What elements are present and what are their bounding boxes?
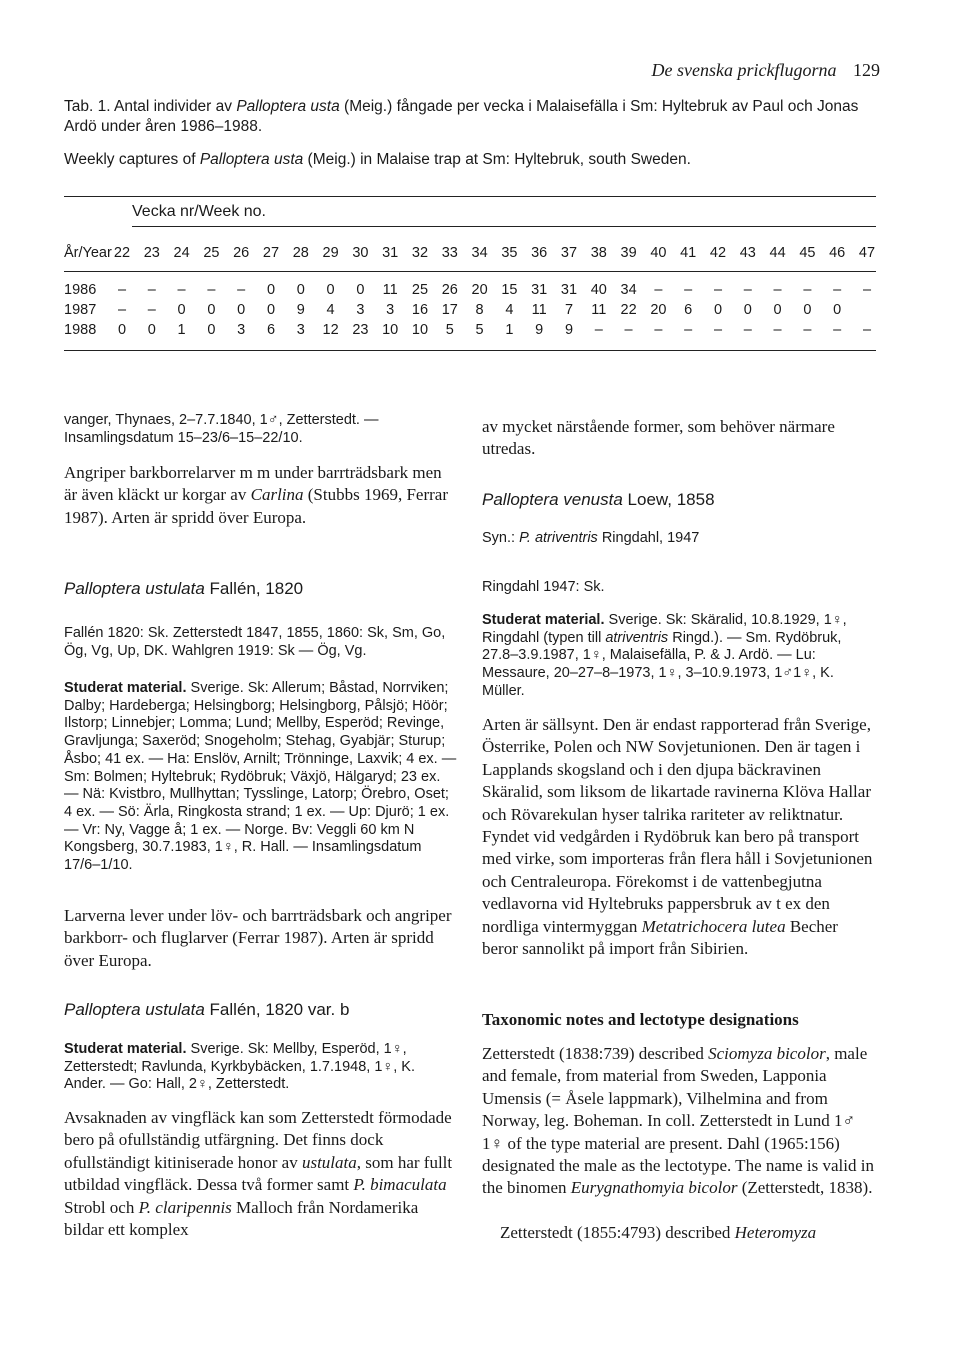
table-caption-swedish: Tab. 1. Antal individer av Palloptera usta (Meig.) fångade per vecka i Malaisefälla i Sm: Hyltebruk av Paul och Jonas Ardö under åren 1986–1988. bbox=[64, 98, 859, 135]
count-cell: 3 bbox=[356, 302, 365, 318]
table-year-label: År/Year bbox=[64, 245, 112, 261]
week-header-cell: 41 bbox=[680, 245, 697, 261]
count-cell: 1 bbox=[505, 322, 514, 338]
wing-spot-paragraph: Avsaknaden av vingfläck kan som Zetterstedt förmodade bero på ofullständig utfärgning. Det finns dock ofullständigt kitiniserade honor av ustulata, som har fullt utbildad vingfläck. Dessa två former samt P. bimaculata Strobl och P. claripennis Malloch från Nordamerika bildar ett komplex bbox=[64, 1108, 453, 1240]
week-header-cell: 42 bbox=[709, 245, 727, 261]
week-header-cell: 38 bbox=[590, 245, 607, 261]
section-heading-taxonomic-notes: Taxonomic notes and lectotype designations bbox=[482, 1010, 799, 1029]
count-cell: 26 bbox=[441, 282, 458, 298]
week-header-cell: 24 bbox=[173, 245, 190, 261]
count-cell: 0 bbox=[147, 322, 156, 338]
count-cell: 5 bbox=[475, 322, 484, 338]
week-header-cell: 34 bbox=[471, 245, 488, 261]
count-cell: 11 bbox=[591, 302, 607, 318]
count-cell: – bbox=[237, 282, 246, 298]
synonym-line: Syn.: P. atriventris Ringdahl, 1947 bbox=[482, 530, 700, 546]
count-cell: 0 bbox=[237, 302, 246, 318]
running-header bbox=[652, 60, 880, 81]
count-cell: 3 bbox=[237, 322, 246, 338]
count-cell: – bbox=[147, 302, 156, 318]
heteromyza-paragraph: Zetterstedt (1855:4793) described Heteromyza bbox=[500, 1223, 817, 1242]
count-cell: 16 bbox=[411, 302, 429, 318]
week-header-cell: 33 bbox=[441, 245, 458, 261]
count-cell: – bbox=[594, 322, 603, 338]
count-cell: 9 bbox=[296, 302, 305, 318]
week-header-cell: 29 bbox=[322, 245, 339, 261]
count-cell: 22 bbox=[620, 302, 637, 318]
count-cell: – bbox=[743, 282, 752, 298]
table-week-label: Vecka nr/Week no. bbox=[132, 203, 266, 220]
count-cell: – bbox=[684, 282, 693, 298]
week-header-cell: 40 bbox=[650, 245, 667, 261]
week-header-cell: 45 bbox=[799, 245, 816, 261]
week-header-cell: 36 bbox=[531, 245, 548, 261]
count-cell: 0 bbox=[296, 282, 305, 298]
count-cell: – bbox=[624, 322, 633, 338]
table-header-rule bbox=[64, 271, 876, 272]
count-cell: 31 bbox=[560, 282, 578, 298]
count-cell: 0 bbox=[743, 302, 752, 318]
table-bottom-rule bbox=[64, 350, 876, 351]
count-cell: – bbox=[117, 302, 127, 318]
count-cell: 11 bbox=[382, 282, 398, 298]
count-cell: 6 bbox=[684, 302, 693, 318]
count-cell: 25 bbox=[411, 282, 429, 298]
count-cell: – bbox=[177, 282, 186, 298]
week-header-cell: 39 bbox=[620, 245, 637, 261]
count-cell: 0 bbox=[326, 282, 335, 298]
journal-title: De svenska prickflugorna bbox=[651, 60, 837, 80]
week-header-cell: 22 bbox=[113, 245, 131, 261]
count-cell: 3 bbox=[296, 322, 305, 338]
count-cell: 34 bbox=[620, 282, 637, 298]
count-cell: – bbox=[654, 282, 663, 298]
count-cell: 8 bbox=[475, 302, 484, 318]
table-top-rule bbox=[64, 196, 876, 197]
count-cell: 20 bbox=[650, 302, 667, 318]
count-cell: 0 bbox=[773, 302, 782, 318]
left-column bbox=[64, 412, 457, 1322]
count-cell: – bbox=[713, 322, 723, 338]
count-cell: – bbox=[833, 322, 842, 338]
count-cell: – bbox=[207, 282, 216, 298]
count-cell: 0 bbox=[713, 302, 723, 318]
count-cell: 23 bbox=[352, 322, 369, 338]
count-cell: – bbox=[117, 282, 127, 298]
year-cell: 1986 bbox=[64, 282, 97, 298]
count-cell: – bbox=[803, 322, 812, 338]
distribution-paragraph: Arten är sällsynt. Den är endast rapporterad från Sverige, Österrike, Polen och NW Sovjetunionen. Den är tagen i Lapplands skogsland och i den djupa bäckravinen Skäralid, som liksom de likartade ravinerna Klöva Hallar och Rövarekulan hyser talrika rariteter av reliktnatur. Fyndet vid vedgården i Rydöbruk kan bero på transport med virke, som importeras från flera håll i Sovjetunionen och Centraleuropa. Förekomst i de vattenbegjutna vedlavorna vid Hyltebruks pappersbruk av t ex den nordliga vintermyggan Metatrichocera lutea Becher beror sannolikt på import från Sibirien. bbox=[482, 715, 873, 959]
species-heading-ustulata-var-b: Palloptera ustulata Fallén, 1820 var. b bbox=[64, 1000, 350, 1019]
week-header-cell: 28 bbox=[292, 245, 309, 261]
count-cell: – bbox=[803, 282, 812, 298]
count-cell: 0 bbox=[266, 282, 276, 298]
biology-paragraph: Larverna lever under löv- och barrträdsbark och angriper barkborr- och fluglarver (Ferrar 1987). Arten är spridd över Europa. bbox=[64, 906, 452, 970]
species-heading-ustulata: Palloptera ustulata Fallén, 1820 bbox=[64, 579, 304, 598]
collection-dates-paragraph: vanger, Thynaes, 2–7.7.1840, 1♂, Zetterstedt. — Insamlingsdatum 15–23/6–15–22/10. bbox=[64, 412, 379, 446]
week-header-cell: 47 bbox=[858, 245, 876, 261]
bicolor-paragraph: Zetterstedt (1838:739) described Sciomyza bicolor, male and female, from material from Sweden, Lapponia Umensis (= Åsele lappmark), Vilhelmina and from Norway, leg. Boheman. In coll. Zetterstedt in Lund 1♂ 1♀ of the type material are present. Dahl (1965:156) designated the male as the lectotype. The name is valid in the binomen Eurygnathomyia bicolor (Zetterstedt, 1838). bbox=[482, 1044, 874, 1198]
count-cell: – bbox=[773, 322, 782, 338]
count-cell: 0 bbox=[117, 322, 127, 338]
week-header-cell: 43 bbox=[739, 245, 756, 261]
week-header-cell: 30 bbox=[352, 245, 369, 261]
count-cell: 7 bbox=[564, 302, 574, 318]
count-cell: – bbox=[147, 282, 156, 298]
count-cell: 40 bbox=[590, 282, 607, 298]
count-cell: 0 bbox=[207, 322, 216, 338]
count-cell: 0 bbox=[356, 282, 365, 298]
count-cell: 31 bbox=[531, 282, 548, 298]
count-cell: 20 bbox=[471, 282, 488, 298]
count-cell: 4 bbox=[326, 302, 335, 318]
week-header-cell: 26 bbox=[233, 245, 250, 261]
count-cell: – bbox=[654, 322, 663, 338]
count-cell: 0 bbox=[177, 302, 186, 318]
count-cell: 15 bbox=[501, 282, 518, 298]
week-header-cell: 31 bbox=[382, 245, 399, 261]
count-cell: 4 bbox=[505, 302, 514, 318]
week-header-cell: 25 bbox=[203, 245, 220, 261]
count-cell: – bbox=[862, 282, 872, 298]
count-cell: – bbox=[862, 322, 872, 338]
count-cell: 17 bbox=[441, 302, 458, 318]
year-cell: 1988 bbox=[64, 322, 97, 338]
count-cell: 0 bbox=[803, 302, 812, 318]
continuation-paragraph: av mycket närstående former, som behöver närmare utredas. bbox=[482, 417, 835, 459]
count-cell: – bbox=[713, 282, 723, 298]
right-column bbox=[482, 412, 876, 1322]
count-cell: 11 bbox=[531, 302, 547, 318]
count-cell: 12 bbox=[322, 322, 339, 338]
species-heading-venusta: Palloptera venusta Loew, 1858 bbox=[482, 490, 715, 509]
week-header-cell: 32 bbox=[411, 245, 429, 261]
table-caption-english: Weekly captures of Palloptera usta (Meig.) in Malaise trap at Sm: Hyltebruk, south Sweden. bbox=[64, 151, 691, 168]
week-header-cell: 23 bbox=[143, 245, 160, 261]
week-header-cell: 27 bbox=[262, 245, 280, 261]
count-cell: 1 bbox=[177, 322, 186, 338]
count-cell: – bbox=[833, 282, 842, 298]
count-cell: 9 bbox=[535, 322, 544, 338]
count-cell: 10 bbox=[411, 322, 429, 338]
week-header-cell: 35 bbox=[501, 245, 518, 261]
count-cell: – bbox=[773, 282, 782, 298]
count-cell: 3 bbox=[386, 302, 395, 318]
material-paragraph-var-b: Studerat material. Sverige. Sk: Mellby, Esperöd, 1♀, Zetterstedt; Ravlunda, Kyrkbybäcken, 1.7.1948, 1♀, K. Ander. — Go: Hall, 2♀, Zetterstedt. bbox=[64, 1041, 416, 1093]
week-header-cell: 46 bbox=[829, 245, 846, 261]
week-header-cell: 44 bbox=[769, 245, 786, 261]
ecology-paragraph: Angriper barkborrelarver m m under barrträdsbark men är även kläckt ur korgar av Carlina (Stubbs 1969, Ferrar 1987). Arten är spridd över Europa. bbox=[64, 463, 448, 527]
count-cell: – bbox=[684, 322, 693, 338]
page-number: 129 bbox=[853, 60, 880, 80]
count-cell: 6 bbox=[266, 322, 276, 338]
count-cell: 5 bbox=[445, 322, 454, 338]
count-cell: – bbox=[743, 322, 752, 338]
material-paragraph-venusta: Studerat material. Sverige. Sk: Skäralid, 10.8.1929, 1♀, Ringdahl (typen till atriventris Ringd.). — Sm. Rydöbruk, 27.8–3.9.1987, 1♀, Malaisefälla, P. & J. Ardö. — Lu: Messaure, 20–27–8–1973, 1♀, 3–10.9.1973, 1♂1♀, K. Müller. bbox=[482, 612, 847, 699]
count-cell: 0 bbox=[207, 302, 216, 318]
count-cell: 9 bbox=[564, 322, 574, 338]
year-cell: 1987 bbox=[64, 302, 97, 318]
material-paragraph-ustulata: Studerat material. Sverige. Sk: Allerum; Båstad, Norrviken; Dalby; Hardeberga; Helsingborg; Helsingborg, Pålsjö; Höör; Ilstorp; Linnebjer; Lomma; Lund; Mellby, Esperöd; Revinge, Gravljunga; Saxeröd; Snogeholm; Stehag, Gyabjär; Sturup; Åsbo; 41 ex. — Ha: Enslöv, Arnilt; Trönninge, Laxvik; 4 ex. — Sm: Bolmen; Hyltebruk; Rydöbruk; Växjö, Hälgaryd; 23 ex. — Nä: Kvistbro, Mullhyttan; Tysslinge, Latorp; Örebro, Oset; 4 ex. — Sö: Ärla, Ringkosta strand; 1 ex. — Up: Djurö; 1 ex. — Vr: Ny, Vagge å; 1 ex. — Norge. Bv: Veggli 60 km N Kongsberg, 30.7.1983, 1♀, R. Hall. — Insamlingsdatum 17/6–1/10. bbox=[64, 680, 457, 874]
count-cell: 0 bbox=[833, 302, 842, 318]
week-header-cell: 37 bbox=[560, 245, 578, 261]
literature-record-venusta: Ringdahl 1947: Sk. bbox=[482, 579, 605, 595]
literature-records-paragraph: Fallén 1820: Sk. Zetterstedt 1847, 1855, 1860: Sk, Sm, Go, Ög, Vg, Up, DK. Wahlgren 1919: Sk — Ög, Vg. bbox=[64, 625, 446, 659]
table-week-rule bbox=[132, 226, 876, 227]
count-cell: 0 bbox=[266, 302, 276, 318]
count-cell: 10 bbox=[382, 322, 399, 338]
